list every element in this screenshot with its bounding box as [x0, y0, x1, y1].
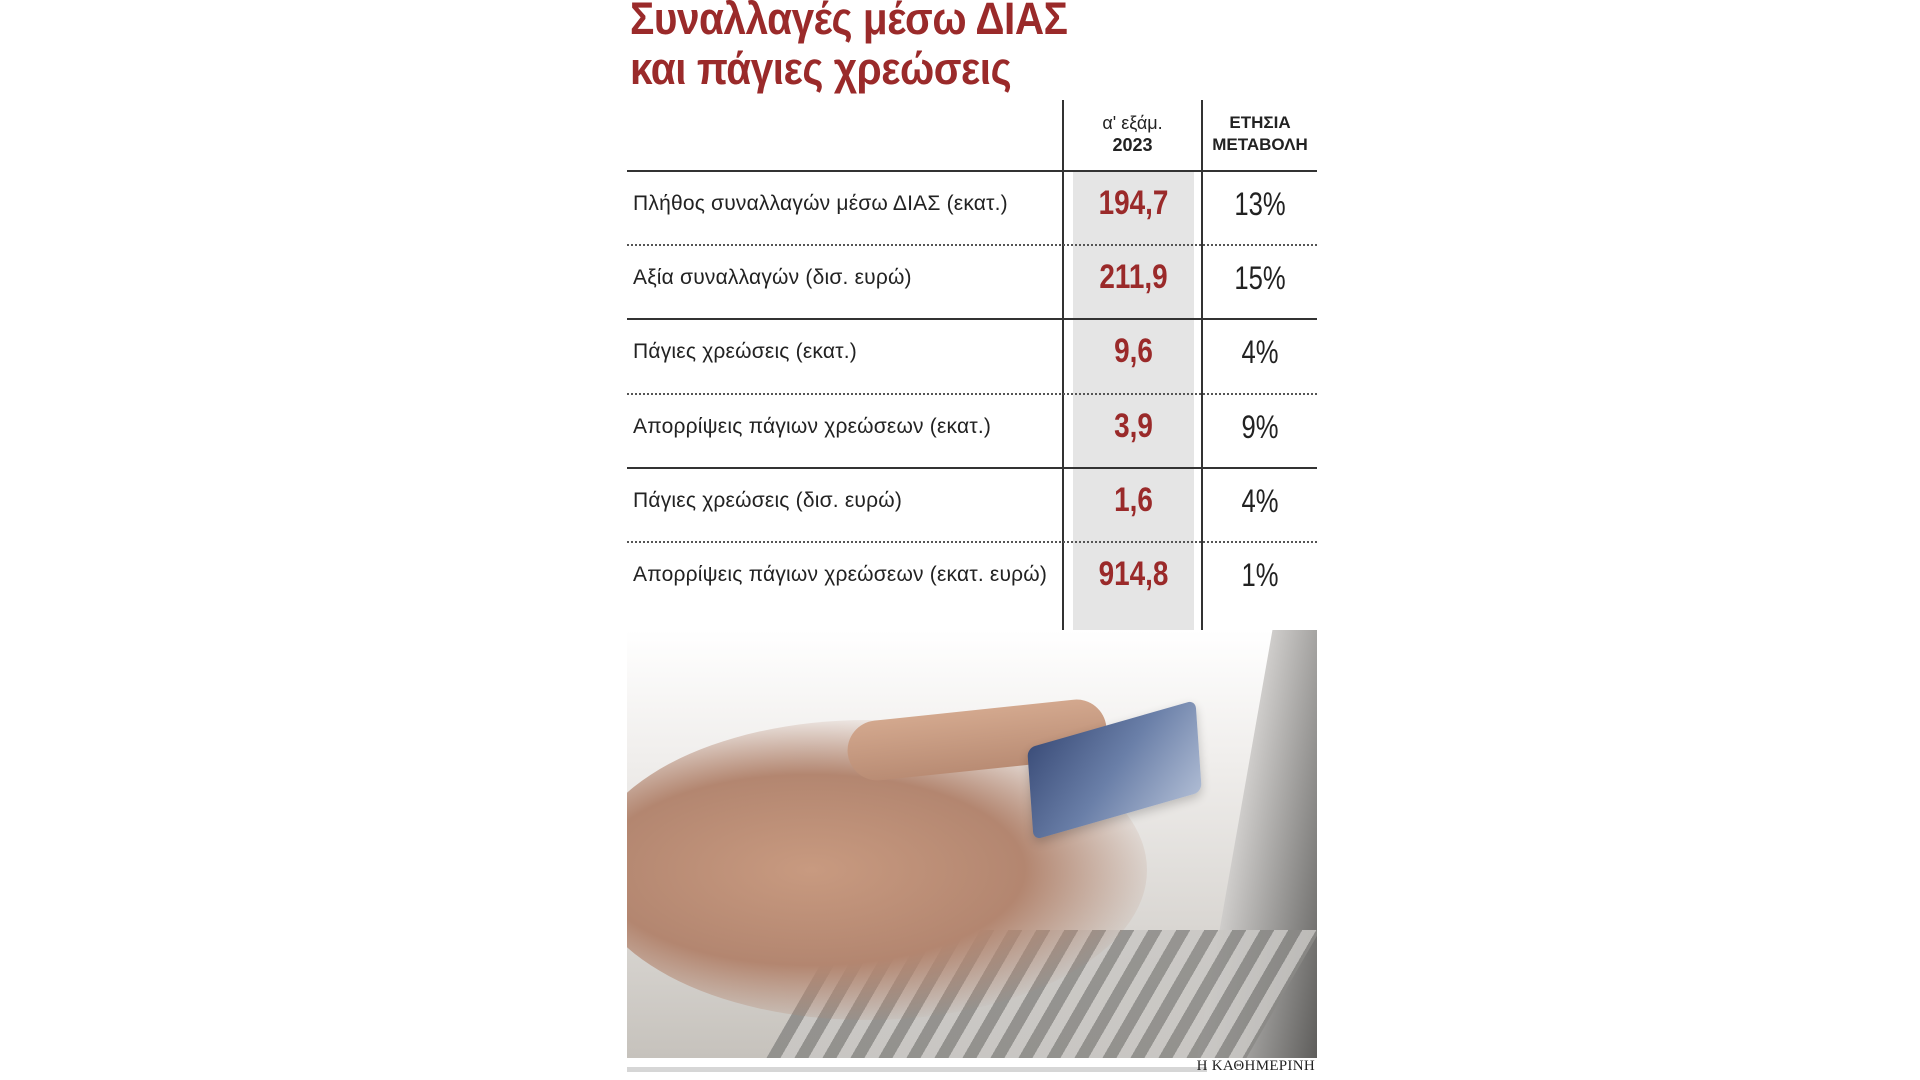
table-row	[627, 318, 1317, 392]
table-row	[627, 244, 1317, 318]
row-label: Πάγιες χρεώσεις (εκατ.)	[633, 340, 857, 363]
row-value: 1,6	[1114, 481, 1153, 519]
header-change-line-2: ΜΕΤΑΒΟΛΗ	[1212, 135, 1308, 154]
chart-title	[630, 0, 1224, 94]
header-change-line-1: ΕΤΗΣΙΑ	[1229, 113, 1291, 132]
row-label: Πάγιες χρεώσεις (δισ. ευρώ)	[633, 489, 903, 512]
row-label: Αξία συναλλαγών (δισ. ευρώ)	[633, 266, 912, 289]
table-row	[627, 541, 1317, 615]
title-line-1: Συναλλαγές μέσω ΔΙΑΣ	[630, 0, 1068, 44]
row-change: 9%	[1241, 409, 1279, 445]
source-credit: Η ΚΑΘΗΜΕΡΙΝΗ	[1196, 1058, 1315, 1074]
table-row	[627, 170, 1317, 244]
row-change: 1%	[1241, 557, 1279, 593]
footer-bar	[627, 1067, 1207, 1072]
header-period-line-1: α' εξάμ.	[1102, 113, 1163, 133]
row-label: Απορρίψεις πάγιων χρεώσεων (εκατ. ευρώ)	[633, 563, 1048, 586]
header-period	[1064, 112, 1201, 156]
infographic	[627, 0, 1327, 1080]
header-period-year: 2023	[1112, 135, 1153, 155]
row-change: 4%	[1241, 483, 1279, 519]
row-change: 4%	[1241, 334, 1279, 370]
hand-holding-credit-card-photo	[627, 630, 1317, 1058]
row-change: 15%	[1234, 260, 1286, 296]
title-line-2: και πάγιες χρεώσεις	[630, 43, 1012, 94]
row-label: Απορρίψεις πάγιων χρεώσεων (εκατ.)	[633, 415, 992, 438]
table-row	[627, 467, 1317, 541]
data-table	[627, 100, 1317, 630]
row-value: 9,6	[1114, 332, 1153, 370]
row-change: 13%	[1234, 186, 1286, 222]
row-value: 211,9	[1099, 258, 1168, 296]
row-label: Πλήθος συναλλαγών μέσω ΔΙΑΣ (εκατ.)	[633, 192, 1008, 215]
row-value: 194,7	[1098, 184, 1169, 222]
table-row	[627, 393, 1317, 467]
row-value: 3,9	[1114, 407, 1153, 445]
header-change	[1203, 112, 1317, 156]
row-value: 914,8	[1098, 555, 1169, 593]
